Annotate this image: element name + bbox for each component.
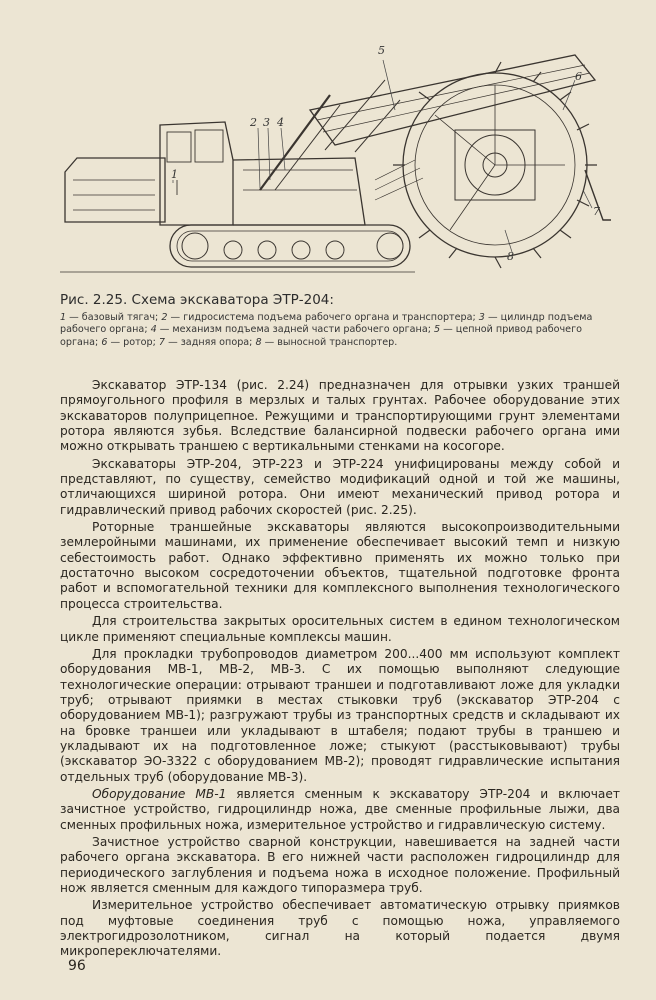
callout-8: 8 — [507, 250, 514, 263]
excavator-figure — [55, 40, 625, 290]
legend-text: — механизм подъема задней части рабочего органа; — [156, 324, 434, 336]
paragraph: Экскаваторы ЭТР-204, ЭТР-223 и ЭТР-224 унифицированы между собой и представляют, по существу, семейство модификаций одной и той же машины, отличающихся шириной ротора. Они имеют механический привод ротора и гидравлический привод рабочих скоростей (рис. 2.25). — [60, 456, 620, 517]
callout-4: 4 — [277, 116, 284, 129]
paragraph-text: является сменным к экскаватору ЭТР-204 и включает зачистное устройство, гидроцилиндр ножа, две сменные профильные лыжи, два сменных профильных ножа, измерительное устройство и гидравлическую систему. — [60, 786, 620, 832]
legend-text: — цилиндр подъема рабочего органа; — [60, 312, 593, 336]
legend-number: 8 — [255, 336, 262, 348]
paragraph: Роторные траншейные экскаваторы являются высокопроизводительными землеройными машинами, их применение обеспечивает высокий темп и низкую себестоимость работ. Однако эффективно применять их можно только при достаточно высоком сосредоточении объектов, тщательной подготовке фронта работ и вспомогательной техники для комплексного выполнения технологического процесса строительства. — [60, 520, 620, 611]
legend-text: — цепной привод рабочего органа; — [60, 324, 582, 348]
paragraph — [60, 787, 620, 833]
legend-number: 2 — [161, 312, 168, 323]
paragraph: Для прокладки трубопроводов диаметром 200...400 мм используют комплект оборудования МВ-1, МВ-2, МВ-3. С их помощью выполняют следующие технологические операции: отрывают траншеи и подготавливают ложе для укладки труб; отрывают приямки в местах стыковки труб (экскаватор ЭТР-204 с оборудованием МВ-1); разгружают трубы из транспортных средств и складывают их на бровке траншеи или укладывают в штабеля; подают трубы в траншею и укладывают их на подготовленное ложе; стыкуют (расстыковывают) трубы (экскаватор ЭО-3322 с оборудованием МВ-2); проводят гидравлические испытания отдельных труб (оборудование МВ-3). — [60, 646, 620, 784]
callout-2: 2 — [250, 116, 257, 129]
callout-7: 7 — [593, 205, 600, 218]
legend-number: 6 — [101, 336, 108, 348]
callout-1: 1 — [171, 168, 178, 181]
callout-3: 3 — [263, 116, 270, 129]
paragraph: Измерительное устройство обеспечивает автоматическую отрывку приямков под муфтовые соединения труб с помощью ножа, управляемого электрогидрозолотником, сигнал на который подается двумя микропереключателями. — [60, 898, 620, 959]
legend-text: — ротор; — [107, 336, 159, 348]
legend-text: — базовый тягач; — [66, 312, 162, 323]
legend-text: — гидросистема подъема рабочего органа и транспортера; — [167, 312, 479, 323]
legend-number: 3 — [478, 312, 485, 323]
emphasis-term: Оборудование МВ-1 — [92, 786, 227, 801]
page-number: 96 — [68, 958, 86, 974]
callout-5: 5 — [378, 44, 385, 57]
paragraph: Для строительства закрытых оросительных систем в едином технологическом цикле применяют специальные комплексы машин. — [60, 614, 620, 644]
callout-6: 6 — [575, 70, 582, 83]
legend-text: — выносной транспортер. — [261, 336, 398, 348]
legend-number: 7 — [158, 336, 166, 348]
figure-legend — [60, 312, 620, 349]
legend-number: 4 — [150, 324, 157, 336]
legend-number: 5 — [434, 324, 441, 336]
excavator-drawing — [55, 40, 625, 290]
main-text — [60, 378, 620, 962]
figure-caption-title: Рис. 2.25. Схема экскаватора ЭТР-204: — [60, 292, 334, 308]
legend-number: 1 — [60, 312, 67, 323]
legend-text: — задняя опора; — [165, 336, 256, 348]
paragraph: Зачистное устройство сварной конструкции, навешивается на задней части рабочего органа экскаватора. В его нижней части расположен гидроцилиндр для периодического заглубления и подъема ножа в исходное положение. Профильный нож является сменным для каждого типоразмера труб. — [60, 834, 620, 895]
paragraph: Экскаватор ЭТР-134 (рис. 2.24) предназначен для отрывки узких траншей прямоугольного профиля в мерзлых и талых грунтах. Рабочее оборудование этих экскаваторов полуприцепное. Режущими и транспортирующими грунт элементами ротора являются зубья. Вследствие балансирной подвески рабочего органа ими можно открывать траншею с вертикальными стенками на косогоре. — [60, 378, 620, 454]
